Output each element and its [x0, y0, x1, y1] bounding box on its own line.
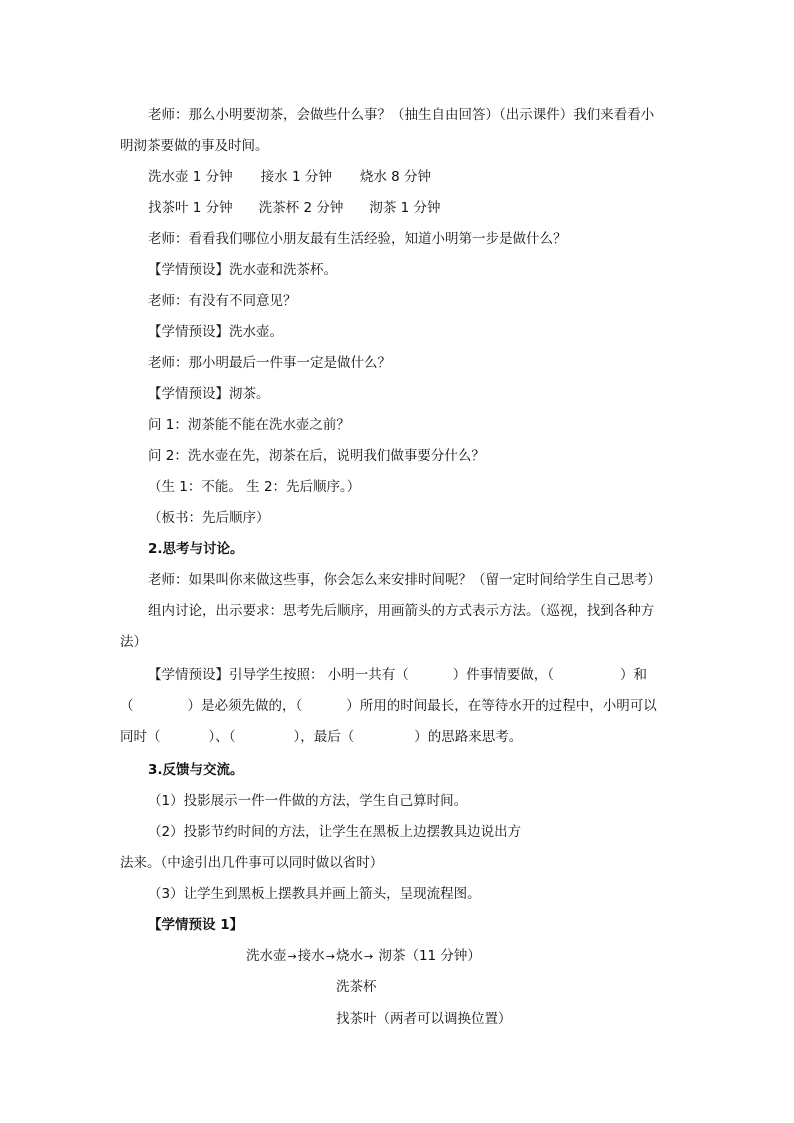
task-find-tea: 找茶叶 1 分钟: [148, 200, 233, 216]
flowchart-main-sequence: [246, 947, 481, 966]
arrow-right-icon: →: [325, 950, 335, 963]
flow-step-boil-water: 烧水: [335, 948, 363, 964]
task-time-row-2: [148, 199, 441, 217]
paragraph-preset-2: 【学情预设】洗水壶。: [148, 324, 283, 340]
paragraph-group-discussion: 组内讨论，出示要求：思考先后顺序，用画箭头的方式表示方法。（巡视，找到各种方: [148, 603, 655, 619]
paragraph-blackboard-note: （板书：先后顺序）: [148, 510, 270, 526]
fill-in-line-3: 同时（ ）、（ ），最后（ ）的思路来思考。: [120, 729, 523, 745]
task-fetch-water: 接水 1 分钟: [260, 169, 332, 185]
paragraph-teacher-arrange-time: 老师：如果叫你来做这些事，你会怎么来安排时间呢？（留一定时间给学生自己思考）: [148, 572, 661, 588]
fill-in-line-2: （ ）是必须先做的，（ ）所用的时间最长，在等待水开的过程中，小明可以: [120, 698, 657, 714]
preset-heading-1: 【学情预设 1】: [148, 917, 244, 933]
task-wash-kettle: 洗水壶 1 分钟: [148, 169, 233, 185]
task-wash-cups: 洗茶杯 2 分钟: [258, 200, 344, 216]
paragraph-feedback-2: （2）投影节约时间的方法，让学生在黑板上边摆教具边说出方: [148, 824, 522, 840]
task-time-row-1: [148, 168, 431, 186]
paragraph-teacher-question: 老师：那么小明要沏茶，会做些什么事？（抽生自由回答）（出示课件）我们来看看小: [148, 107, 655, 123]
section-heading-think-discuss: 2.思考与讨论。: [148, 541, 244, 557]
flow-step-make-tea: 沏茶（11 分钟）: [378, 948, 481, 964]
paragraph-feedback-1: （1）投影展示一件一件做的方法，学生自己算时间。: [148, 793, 468, 809]
paragraph-feedback-3: （3）让学生到黑板上摆教具并画上箭头，呈现流程图。: [148, 886, 481, 902]
paragraph-preset-1: 【学情预设】洗水壶和洗茶杯。: [148, 262, 337, 278]
paragraph-preset-3: 【学情预设】沏茶。: [148, 386, 270, 402]
paragraph-teacher-opinion: 老师：有没有不同意见？: [148, 293, 297, 309]
arrow-right-icon: →: [287, 950, 297, 963]
paragraph-group-discussion-cont: 法）: [120, 634, 147, 650]
paragraph-question-1: 问 1：沏茶能不能在洗水壶之前？: [148, 417, 350, 433]
flow-step-wash-kettle: 洗水壶: [246, 948, 287, 964]
paragraph-feedback-2-cont: 法来。（中途引出几件事可以同时做以省时）: [120, 855, 384, 871]
paragraph-question-2: 问 2：洗水壶在先，沏茶在后，说明我们做事要分什么？: [148, 448, 485, 464]
task-boil-water: 烧水 8 分钟: [359, 169, 432, 185]
flow-side-find-tea: 找茶叶（两者可以调换位置）: [336, 1011, 512, 1027]
arrow-right-icon: →: [363, 950, 374, 963]
paragraph-teacher-last-step: 老师：那小明最后一件事一定是做什么？: [148, 355, 391, 371]
paragraph-student-answers: （生 1：不能。 生 2：先后顺序。）: [148, 479, 361, 495]
task-make-tea: 沏茶 1 分钟: [369, 200, 441, 216]
fill-in-line-1: 【学情预设】引导学生按照： 小明一共有（ ）件事情要做，（ ）和: [148, 667, 648, 683]
paragraph-teacher-question-cont: 明沏茶要做的事及时间。: [120, 138, 269, 154]
flow-step-fetch-water: 接水: [297, 948, 325, 964]
section-heading-feedback: 3.反馈与交流。: [148, 762, 244, 778]
flow-side-wash-cups: 洗茶杯: [336, 979, 377, 995]
paragraph-teacher-first-step: 老师：看看我们哪位小朋友最有生活经验，知道小明第一步是做什么？: [148, 231, 567, 247]
